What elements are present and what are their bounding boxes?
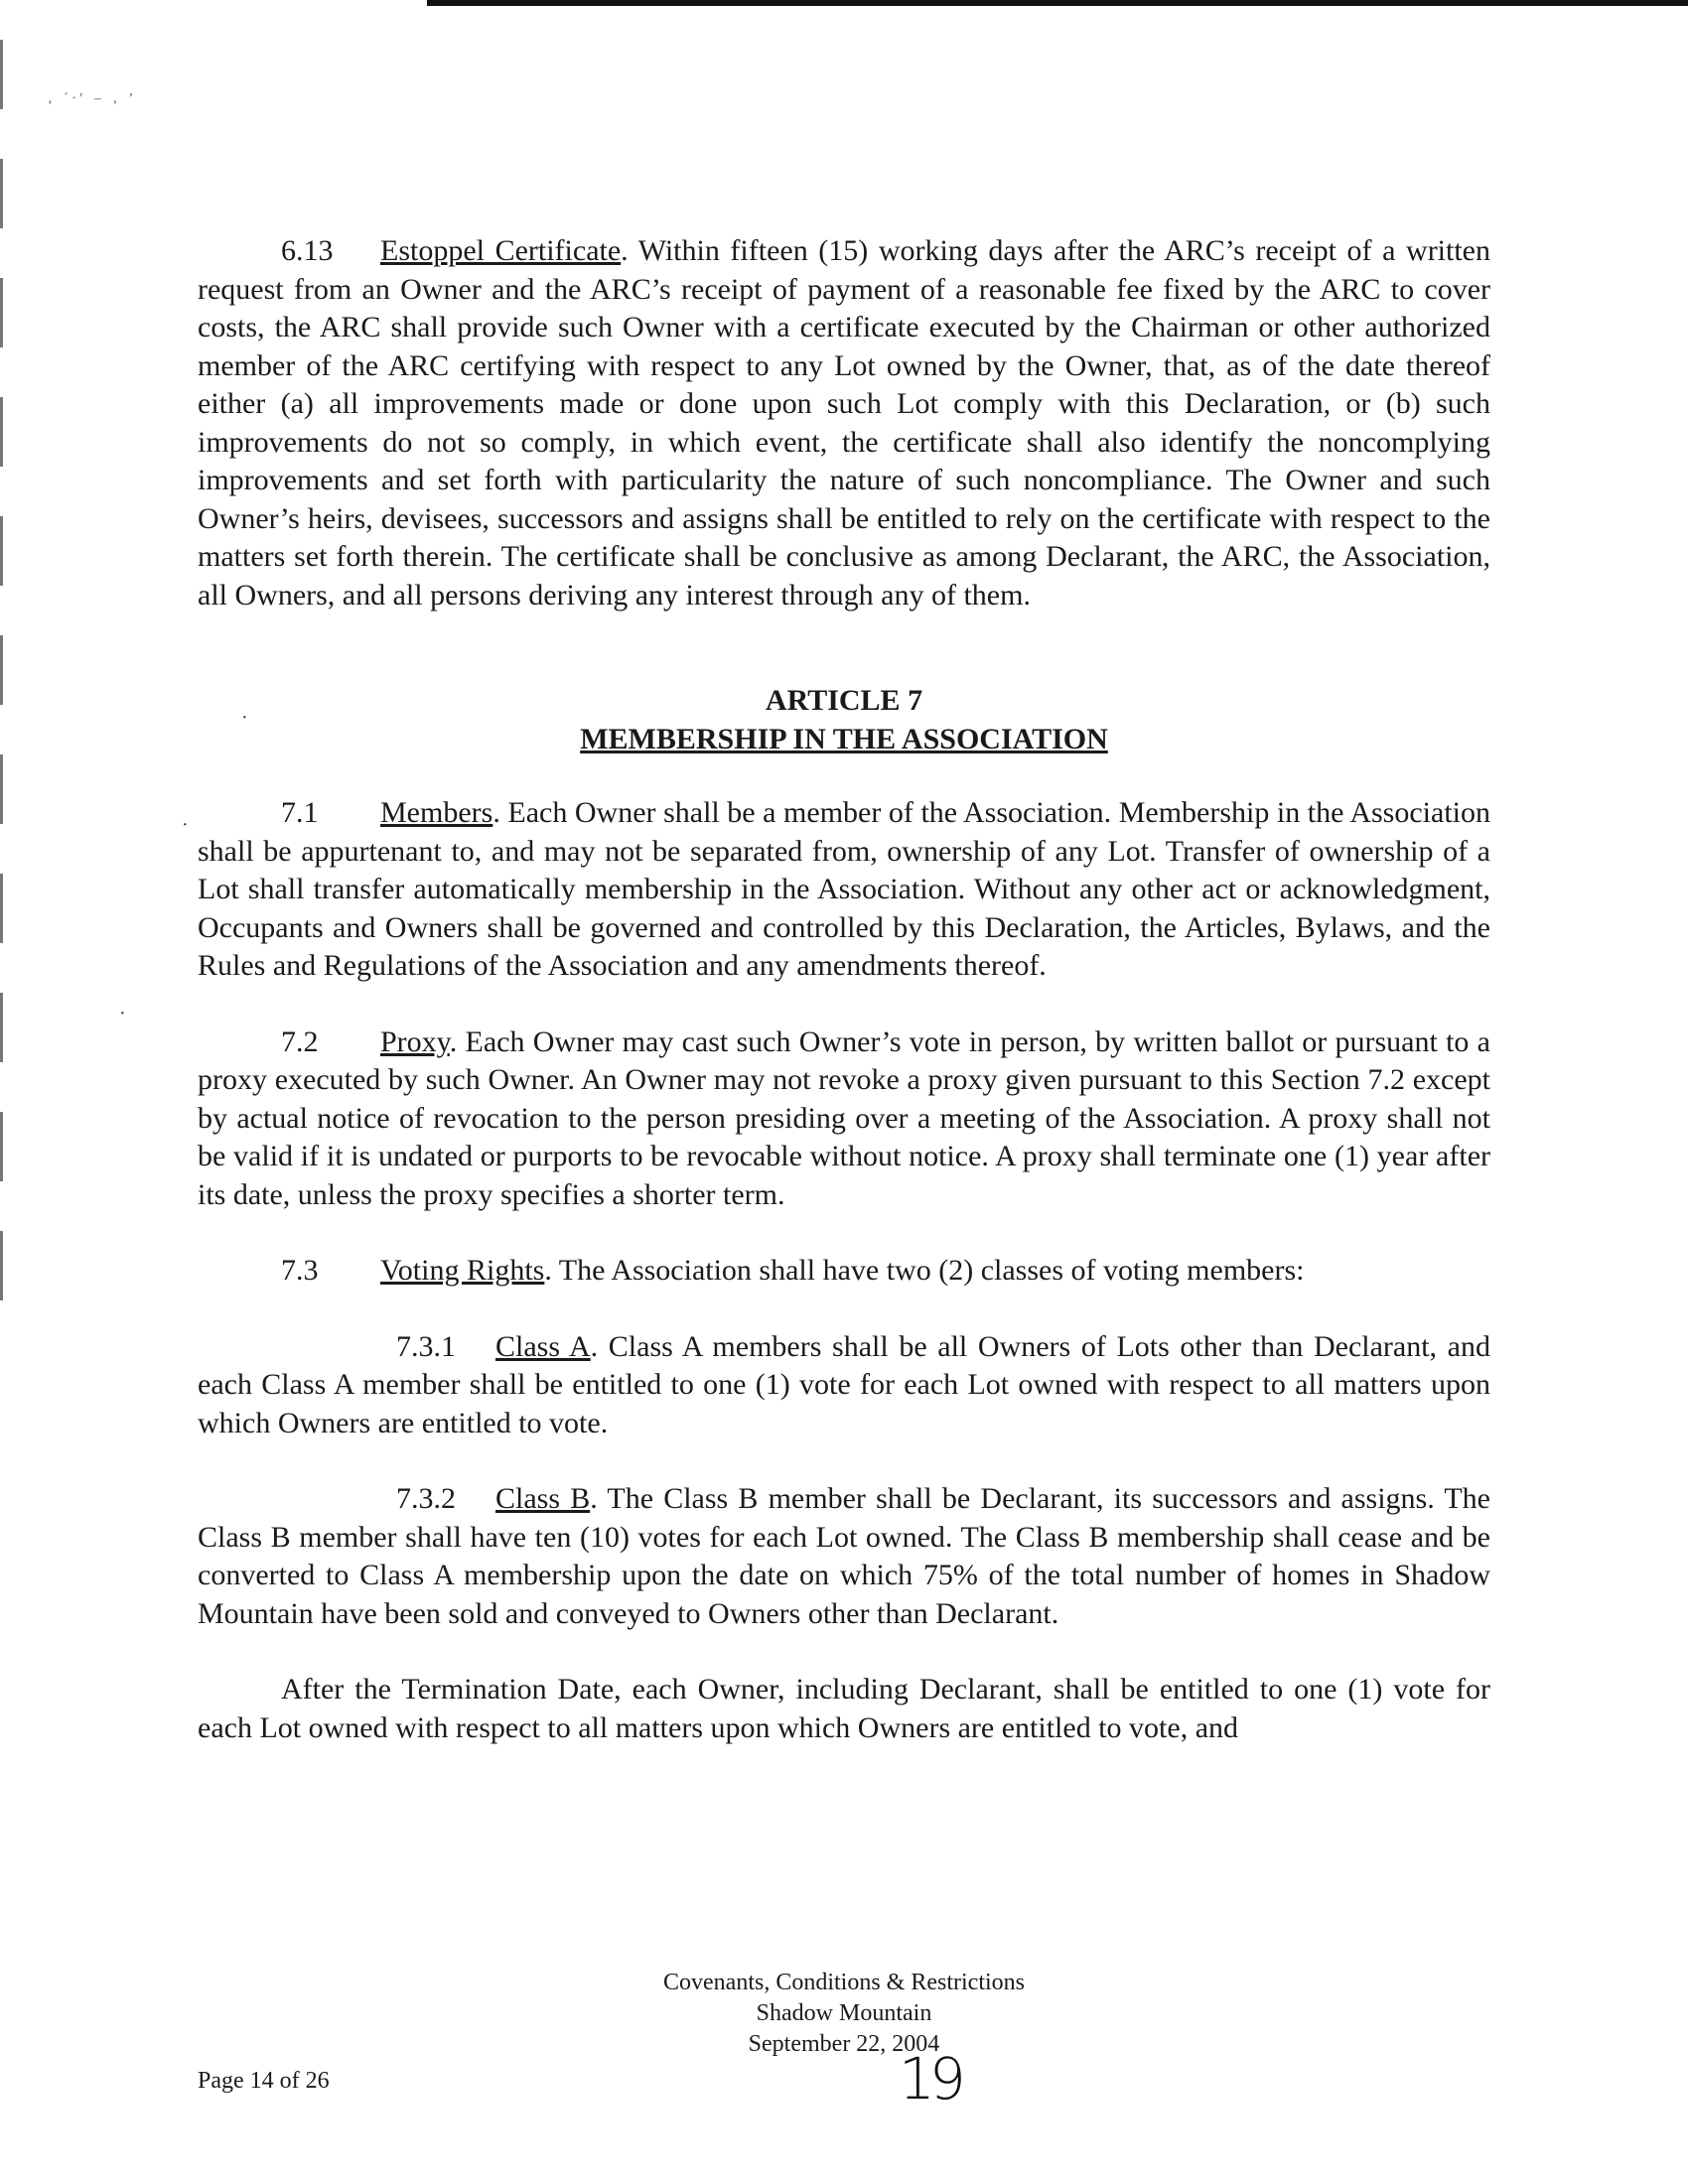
document-footer [0, 1968, 1688, 2060]
section-number: 7.3.2 [396, 1482, 456, 1515]
footer-line: Covenants, Conditions & Restrictions [663, 1970, 1025, 1995]
paragraph-text: After the Termination Date, each Owner, including Declarant, shall be entitled to one (1) vote for each Lot owned with respect to all matters upon which Owners are entitled to vote, and [198, 1673, 1490, 1744]
section-number: 6.13 [281, 234, 334, 267]
scan-edge-top [427, 0, 1688, 6]
section-6-13: 6.13 Estoppel Certificate. Within fifteen (15) working days after the ARC’s receipt of a written request from an Owner and the ARC’s receipt of payment of a reasonable fee fixed by the ARC to cover costs, the ARC shall provide such Owner with a certificate executed by the Chairman or other authorized member of the ARC certifying with respect to any Lot owned by the Owner, that, as of the date thereof either (a) all improvements made or done upon such Lot comply with this Declaration, or (b) such improvements do not so comply, in which event, the certificate shall also identify the noncomplying improvements and set forth with particularity the nature of such noncompliance. The Owner and such Owner’s heirs, devisees, successors and assigns shall be entitled to rely on the certificate with respect to the matters set forth therein. The certificate shall be conclusive as among Declarant, the ARC, the Association, all Owners, and all persons deriving any interest through any of them. [198, 234, 1491, 612]
section-title: Members [380, 796, 493, 829]
article-label: ARTICLE 7 [765, 684, 923, 717]
scan-speck: · [119, 1003, 126, 1024]
scan-corner-marks: ‚ ´∙′ – ‚ ’ [48, 91, 138, 106]
footer-line: Shadow Mountain [756, 2000, 932, 2026]
section-number: 7.3 [281, 1254, 319, 1287]
scan-speck: · [182, 814, 189, 836]
article-heading [198, 682, 1490, 758]
after-termination-paragraph [198, 1671, 1490, 1747]
page-number: Page 14 of 26 [198, 2068, 330, 2094]
section-text: Within fifteen (15) working days after the ARC’s receipt of a written request from an Owner and the ARC’s receipt of payment of a reasonable fee fixed by the ARC to cover costs, the ARC shall provide such Owner with a certificate executed by the Chairman or other authorized member of the ARC certifying with respect to any Lot owned by the Owner, that, as of the date thereof either (a) all improvements made or done upon such Lot comply with this Declaration, or (b) such improvements do not so comply, in which event, the certificate shall also identify the noncomplying improvements and set forth with particularity the nature of such noncompliance. The Owner and such Owner’s heirs, devisees, successors and assigns shall be entitled to rely on the certificate with respect to the matters set forth therein. The certificate shall be conclusive as among Declarant, the ARC, the Association, all Owners, and all persons deriving any interest through any of them. [198, 234, 1491, 612]
section-text: The Association shall have two (2) classes of voting members: [558, 1254, 1305, 1287]
document-body [198, 232, 1490, 1747]
section-7-3-1: 7.3.1 Class A. Class A members shall be all Owners of Lots other than Declarant, and each Class A member shall be entitled to one (1) vote for each Lot owned with respect to all matters upon which Owners are entitled to vote. [198, 1329, 1490, 1439]
section-7-3-2: 7.3.2 Class B. The Class B member shall be Declarant, its successors and assigns. The Class B member shall have ten (10) votes for each Lot owned. The Class B membership shall cease and be converted to Class A membership upon the date on which 75% of the total number of homes in Shadow Mountain have been sold and conveyed to Owners other than Declarant. [198, 1482, 1490, 1630]
section-text: Each Owner shall be a member of the Association. Membership in the Association shall be appurtenant to, and may not be separated from, ownership of any Lot. Transfer of ownership of a Lot shall transfer automatically membership in the Association. Without any other act or acknowledgment, Occupants and Owners shall be governed and controlled by this Declaration, the Articles, Bylaws, and the Rules and Regulations of the Association and any amendments thereof. [198, 796, 1490, 982]
section-number: 7.1 [281, 796, 319, 829]
section-7-1: 7.1 Members. Each Owner shall be a member of the Association. Membership in the Association shall be appurtenant to, and may not be separated from, ownership of any Lot. Transfer of ownership of a Lot shall transfer automatically membership in the Association. Without any other act or acknowledgment, Occupants and Owners shall be governed and controlled by this Declaration, the Articles, Bylaws, and the Rules and Regulations of the Association and any amendments thereof. [198, 796, 1490, 982]
section-title: Class B [495, 1482, 591, 1515]
handwritten-page-number: 19 [899, 2045, 960, 2113]
section-text: Class A members shall be all Owners of Lots other than Declarant, and each Class A member shall be entitled to one (1) vote for each Lot owned with respect to all matters upon which Owners are entitled to vote. [198, 1329, 1490, 1439]
section-title: Class A [495, 1329, 591, 1363]
footer-line: September 22, 2004 [748, 2031, 940, 2057]
article-title: MEMBERSHIP IN THE ASSOCIATION [580, 722, 1108, 755]
section-7-3: 7.3 Voting Rights. The Association shall have two (2) classes of voting members: [198, 1252, 1490, 1291]
section-7-2: 7.2 Proxy. Each Owner may cast such Owner’s vote in person, by written ballot or pursuant to a proxy executed by such Owner. An Owner may not revoke a proxy given pursuant to this Section 7.2 except by actual notice of revocation to the person presiding over a meeting of the Association. A proxy shall not be valid if it is undated or purports to be revocable without notice. A proxy shall terminate one (1) year after its date, unless the proxy specifies a shorter term. [198, 1024, 1490, 1211]
section-title: Voting Rights [380, 1254, 545, 1287]
section-title: Proxy [380, 1024, 450, 1058]
section-title: Estoppel Certificate [380, 234, 622, 267]
section-number: 7.2 [281, 1024, 319, 1058]
section-text: The Class B member shall be Declarant, its successors and assigns. The Class B member shall have ten (10) votes for each Lot owned. The Class B membership shall cease and be converted to Class A membership upon the date on which 75% of the total number of homes in Shadow Mountain have been sold and conveyed to Owners other than Declarant. [198, 1482, 1490, 1630]
scan-edge-left [0, 40, 3, 1350]
section-text: Each Owner may cast such Owner’s vote in person, by written ballot or pursuant to a proxy executed by such Owner. An Owner may not revoke a proxy given pursuant to this Section 7.2 except by actual notice of revocation to the person presiding over a meeting of the Association. A proxy shall not be valid if it is undated or purports to be revocable without notice. A proxy shall terminate one (1) year after its date, unless the proxy specifies a shorter term. [198, 1024, 1490, 1211]
section-number: 7.3.1 [396, 1329, 456, 1363]
scan-speck: · [241, 707, 248, 729]
